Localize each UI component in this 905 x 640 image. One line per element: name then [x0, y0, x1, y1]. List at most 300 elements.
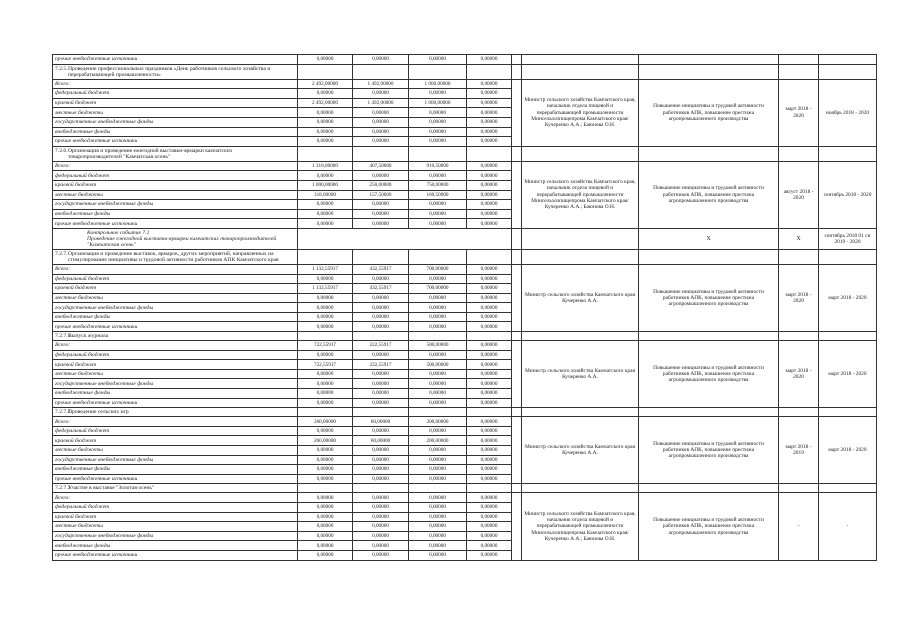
value-cell: 0,00000 [409, 137, 467, 147]
value-cell: 0,00000 [353, 493, 409, 503]
executor-cell: Министр сельского хозяйства Камчатского края Кучеренко А.А. [522, 341, 639, 408]
executor-cell: Министр сельского хозяйства Камчатского края, начальник отдела пищевой и перерабатывающей промышленности Минсельхозпищепрома Камчатского края/Кучеренко А.А.; Баюнова О.Н. [522, 79, 639, 146]
value-cell: 0,00000 [467, 446, 512, 456]
value-cell: 0,00000 [298, 274, 353, 284]
value-cell: 0,00000 [353, 312, 409, 322]
empty-cell [779, 64, 819, 79]
control-event-lead: Контрольное событие 7.1 [87, 229, 150, 236]
value-cell: 0,00000 [467, 137, 512, 147]
value-cell: 0,00000 [298, 209, 353, 219]
empty-cell [512, 484, 522, 493]
value-cell: 0,00000 [467, 341, 512, 351]
section-header-row [53, 484, 877, 493]
value-cell: 0,00000 [298, 455, 353, 465]
row-label: местные бюджеты [53, 446, 298, 456]
empty-cell [512, 264, 522, 331]
value-cell: 160,50000 [409, 190, 467, 200]
section-title: Организация и проведение ежегодной выставки-ярмарки камчатских товаропроизводителей "Камчатская осень" [68, 147, 233, 160]
value-cell: 0,00000 [467, 303, 512, 313]
value-cell: 0,00000 [467, 127, 512, 137]
value-cell: 0,00000 [353, 474, 409, 484]
value-cell: 0,00000 [298, 522, 353, 532]
value-cell: 0,00000 [353, 209, 409, 219]
value-cell: 0,00000 [353, 200, 409, 210]
value-cell: 222,55917 [353, 360, 409, 370]
value-cell: 0,00000 [409, 219, 467, 229]
row-label: прочие внебюджетные источники [53, 55, 298, 65]
value-cell: 0,00000 [467, 417, 512, 427]
value-cell: 0,00000 [298, 493, 353, 503]
section-header-row [53, 146, 877, 161]
value-cell: 0,00000 [298, 108, 353, 118]
row-label: Всего: [53, 161, 298, 171]
value-cell: 0,00000 [298, 89, 353, 99]
value-cell: 0,00000 [467, 117, 512, 127]
value-cell: 0,00000 [298, 137, 353, 147]
value-cell: 0,00000 [353, 369, 409, 379]
value-cell: 0,00000 [353, 137, 409, 147]
value-cell: 0,00000 [467, 219, 512, 229]
section-title: Участие в выставке "Золотая осень" [68, 485, 155, 492]
value-cell: 0,00000 [353, 550, 409, 560]
value-cell: 0,00000 [298, 219, 353, 229]
row-label: Всего: [53, 341, 298, 351]
empty-cell [512, 64, 522, 79]
value-cell: 0,00000 [353, 522, 409, 532]
section-title-cell [53, 484, 298, 493]
value-cell: 0,00000 [298, 312, 353, 322]
value-cell: 0,00000 [409, 493, 467, 503]
empty-cell [353, 408, 409, 417]
value-cell: 318,00000 [298, 190, 353, 200]
empty-cell [779, 332, 819, 341]
value-cell: 0,00000 [298, 117, 353, 127]
value-cell: 0,00000 [409, 446, 467, 456]
value-cell: 0,00000 [298, 200, 353, 210]
empty-cell [639, 332, 779, 341]
row-label: внебюджетные фонды [53, 127, 298, 137]
value-cell: 0,00000 [467, 79, 512, 89]
fact-date-cell: сентябрь 2018 - 2020 [819, 161, 877, 228]
value-cell: 0,00000 [409, 322, 467, 332]
value-cell: 0,00000 [409, 502, 467, 512]
value-cell: 0,00000 [409, 379, 467, 389]
section-code: 7.2.5. [55, 65, 68, 72]
row-label: краевой бюджет [53, 360, 298, 370]
empty-cell [819, 332, 877, 341]
value-cell: 0,00000 [409, 541, 467, 551]
value-cell: 0,00000 [467, 436, 512, 446]
empty-cell [512, 408, 522, 417]
empty-cell [522, 484, 639, 493]
value-cell: 0,00000 [467, 379, 512, 389]
value-cell: 500,00000 [409, 341, 467, 351]
value-cell: 0,00000 [409, 531, 467, 541]
value-cell: 700,00000 [409, 264, 467, 274]
value-cell: 0,00000 [467, 531, 512, 541]
value-cell: 0,00000 [298, 322, 353, 332]
empty-cell [353, 484, 409, 493]
value-cell: 432,55917 [353, 284, 409, 294]
empty-cell [353, 146, 409, 161]
value-cell: 0,00000 [353, 303, 409, 313]
empty-cell [298, 228, 512, 249]
row-label: прочие внебюджетные источники [53, 322, 298, 332]
row-label: местные бюджеты [53, 369, 298, 379]
value-cell: 0,00000 [298, 541, 353, 551]
result-cell: Повышение инициативы и трудовой активности работников АПК, повышение престижа агропромышленного производства [639, 79, 779, 146]
value-cell: 0,00000 [467, 89, 512, 99]
value-cell: 0,00000 [467, 209, 512, 219]
row-label: Всего: [53, 79, 298, 89]
value-cell: 0,00000 [409, 522, 467, 532]
value-cell: 407,50000 [353, 161, 409, 171]
value-cell: 700,00000 [409, 284, 467, 294]
empty-cell [639, 484, 779, 493]
row-label: государственные внебюджетные фонды [53, 379, 298, 389]
value-cell: 0,00000 [467, 502, 512, 512]
value-cell: 0,00000 [298, 369, 353, 379]
empty-cell [512, 417, 522, 484]
empty-cell [522, 249, 639, 264]
row-label: внебюджетные фонды [53, 312, 298, 322]
executor-cell: Министр сельского хозяйства Камчатского края, начальник отдела пищевой и перерабатывающей промышленности Минсельхозпищепрома Камчатского края/Кучеренко А.А.; Баюнова О.Н. [522, 161, 639, 228]
empty-cell [353, 64, 409, 79]
empty-cell [819, 249, 877, 264]
row-label: прочие внебюджетные источники [53, 137, 298, 147]
value-cell: 910,50000 [409, 161, 467, 171]
value-cell: 0,00000 [409, 171, 467, 181]
value-cell: 0,00000 [353, 426, 409, 436]
value-cell: 222,55917 [353, 341, 409, 351]
value-cell: 0,00000 [467, 369, 512, 379]
value-cell: 0,00000 [409, 117, 467, 127]
empty-cell [779, 249, 819, 264]
fact-date-cell: ноябрь 2018 - 2020 [819, 79, 877, 146]
table-row [53, 79, 877, 89]
value-cell: 0,00000 [353, 455, 409, 465]
result-cell: Повышение инициативы и трудовой активности работников АПК, повышение престижа агропромышленного производства [639, 493, 779, 560]
row-label: местные бюджеты [53, 522, 298, 532]
table-row [53, 55, 877, 65]
value-cell: 0,00000 [409, 474, 467, 484]
value-cell: 1 132,55917 [298, 284, 353, 294]
empty-cell [512, 146, 522, 161]
section-title: Проведение сельских игр [68, 409, 129, 416]
value-cell: 1 318,00000 [298, 161, 353, 171]
value-cell: 0,00000 [353, 398, 409, 408]
value-cell: 1 000,00000 [298, 180, 353, 190]
section-code: 7.2.6. [55, 147, 68, 154]
empty-cell [298, 332, 353, 341]
value-cell: 0,00000 [467, 541, 512, 551]
value-cell: 2 492,00000 [298, 98, 353, 108]
value-cell: 0,00000 [353, 531, 409, 541]
value-cell: 0,00000 [467, 284, 512, 294]
result-cell: Повышение инициативы и трудовой активности работников АПК, повышение престижа агропромышленного производства [639, 264, 779, 331]
value-cell: 200,00000 [409, 417, 467, 427]
value-cell: 0,00000 [409, 209, 467, 219]
section-title: Организация и проведение выставок, ярмарок, других мероприятий, направленных на стимулирование инициативы и трудовой активности работников АПК Камчатского края [68, 250, 279, 263]
value-cell: 0,00000 [409, 398, 467, 408]
row-label: государственные внебюджетные фонды [53, 200, 298, 210]
section-code: 7.2.7.3. [55, 485, 72, 492]
empty-cell [819, 408, 877, 417]
value-cell: 1 132,55917 [298, 264, 353, 274]
row-label: Всего: [53, 417, 298, 427]
empty-cell [298, 64, 353, 79]
value-cell: 0,00000 [409, 200, 467, 210]
value-cell: 722,55917 [298, 341, 353, 351]
value-cell: 0,00000 [409, 550, 467, 560]
value-cell: 0,00000 [467, 389, 512, 399]
value-cell: 0,00000 [409, 389, 467, 399]
section-header-row [53, 408, 877, 417]
value-cell: 0,00000 [298, 446, 353, 456]
value-cell: 0,00000 [409, 426, 467, 436]
empty-cell [512, 341, 522, 408]
section-title-cell [53, 249, 298, 264]
value-cell: 722,55917 [298, 360, 353, 370]
value-cell: 0,00000 [298, 465, 353, 475]
value-cell: 0,00000 [353, 117, 409, 127]
section-title-cell [53, 332, 298, 341]
value-cell: 260,00000 [298, 436, 353, 446]
row-label: федеральный бюджет [53, 89, 298, 99]
value-cell: 0,00000 [467, 180, 512, 190]
executor-cell: Министр сельского хозяйства Камчатского края, начальник отдела пищевой и перерабатывающей промышленности Минсельхозпищепрома Камчатского края/Кучеренко А.А.; Баюнова О.Н. [522, 493, 639, 560]
value-cell: 0,00000 [353, 541, 409, 551]
row-label: государственные внебюджетные фонды [53, 117, 298, 127]
empty-cell [409, 146, 467, 161]
value-cell: 0,00000 [467, 190, 512, 200]
value-cell: 0,00000 [467, 493, 512, 503]
value-cell: 0,00000 [298, 389, 353, 399]
control-event-row [53, 228, 877, 249]
fact-date-cell: март 2018 - 2020 [819, 417, 877, 484]
value-cell: 0,00000 [298, 502, 353, 512]
empty-cell [819, 55, 877, 65]
plan-date-cell: август 2018 - 2020 [779, 161, 819, 228]
section-code: 7.2.7. [55, 250, 68, 257]
value-cell: 0,00000 [467, 455, 512, 465]
row-label: прочие внебюджетные источники [53, 474, 298, 484]
empty-cell [298, 484, 353, 493]
plan-date-cell: март 2018 - 2019 [779, 417, 819, 484]
row-label: прочие внебюджетные источники [53, 219, 298, 229]
empty-cell [522, 408, 639, 417]
row-label: внебюджетные фонды [53, 389, 298, 399]
value-cell: 250,00000 [353, 180, 409, 190]
value-cell: 0,00000 [353, 446, 409, 456]
row-label: краевой бюджет [53, 284, 298, 294]
value-cell: 0,00000 [409, 127, 467, 137]
value-cell: 0,00000 [298, 293, 353, 303]
value-cell: 260,00000 [298, 417, 353, 427]
value-cell: 0,00000 [467, 293, 512, 303]
value-cell: 0,00000 [353, 274, 409, 284]
value-cell: 0,00000 [409, 274, 467, 284]
table-row [53, 417, 877, 427]
empty-cell [467, 64, 512, 79]
value-cell: 0,00000 [409, 350, 467, 360]
value-cell: 0,00000 [298, 550, 353, 560]
value-cell: 0,00000 [353, 219, 409, 229]
value-cell: 0,00000 [298, 512, 353, 522]
section-title-cell [53, 64, 298, 79]
empty-cell [298, 146, 353, 161]
value-cell: 0,00000 [467, 360, 512, 370]
value-cell: 1 492,00000 [353, 79, 409, 89]
empty-cell [779, 484, 819, 493]
value-cell: 0,00000 [467, 264, 512, 274]
program-table [52, 54, 877, 561]
value-cell: 0,00000 [467, 200, 512, 210]
section-code: 7.2.7.1. [55, 333, 72, 340]
value-cell: 1 000,00000 [409, 79, 467, 89]
value-cell: 0,00000 [467, 98, 512, 108]
value-cell: 0,00000 [298, 474, 353, 484]
empty-cell [639, 408, 779, 417]
empty-cell [819, 64, 877, 79]
value-cell: 0,00000 [353, 512, 409, 522]
row-label: федеральный бюджет [53, 426, 298, 436]
value-cell: 0,00000 [353, 350, 409, 360]
section-header-row [53, 249, 877, 264]
section-header-row [53, 64, 877, 79]
event-date-cell: сентябрь 2018 01 сн 2019 - 2020 [819, 228, 877, 249]
empty-cell [522, 228, 639, 249]
empty-cell [353, 332, 409, 341]
row-label: Всего: [53, 493, 298, 503]
value-cell: 0,00000 [467, 398, 512, 408]
value-cell: 0,00000 [467, 465, 512, 475]
result-cell: Повышение инициативы и трудовой активности работников АПК, повышение престижа агропромышленного производства [639, 161, 779, 228]
value-cell: 0,00000 [409, 303, 467, 313]
control-event-title: Проведение ежегодной выставки-ярмарки камчатских товаропроизводителей "Камчатская осень" [87, 235, 277, 248]
value-cell: 750,00000 [409, 180, 467, 190]
value-cell: 0,00000 [353, 322, 409, 332]
value-cell: 0,00000 [298, 171, 353, 181]
empty-cell [639, 64, 779, 79]
table-row [53, 264, 877, 274]
empty-cell [819, 484, 877, 493]
x-mark: X [779, 228, 819, 249]
plan-date-cell: март 2018 - 2020 [779, 341, 819, 408]
empty-cell [409, 484, 467, 493]
empty-cell [467, 332, 512, 341]
value-cell: 0,00000 [409, 512, 467, 522]
empty-cell [298, 249, 353, 264]
fact-date-cell: март 2018 - 2020 [819, 341, 877, 408]
empty-cell [298, 408, 353, 417]
value-cell: 0,00000 [298, 303, 353, 313]
result-cell: Повышение инициативы и трудовой активности работников АПК, повышение престижа агропромышленного производства [639, 417, 779, 484]
empty-cell [467, 146, 512, 161]
value-cell: 0,00000 [353, 89, 409, 99]
value-cell: 0,00000 [409, 55, 467, 65]
section-title-cell [53, 146, 298, 161]
empty-cell [512, 228, 522, 249]
plan-date-cell: март 2018 - 2020 [779, 264, 819, 331]
empty-cell [512, 161, 522, 228]
value-cell: 0,00000 [409, 465, 467, 475]
value-cell: 0,00000 [409, 293, 467, 303]
value-cell: 0,00000 [353, 108, 409, 118]
value-cell: 0,00000 [409, 369, 467, 379]
value-cell: 200,00000 [409, 436, 467, 446]
result-cell: Повышение инициативы и трудовой активности работников АПК, повышение престижа агропромышленного производства [639, 341, 779, 408]
value-cell: 0,00000 [409, 89, 467, 99]
empty-cell [409, 249, 467, 264]
row-label: краевой бюджет [53, 512, 298, 522]
row-label: краевой бюджет [53, 436, 298, 446]
value-cell: 0,00000 [467, 522, 512, 532]
empty-cell [512, 493, 522, 560]
empty-cell [779, 146, 819, 161]
section-title-cell [53, 408, 298, 417]
value-cell: 60,00000 [353, 436, 409, 446]
value-cell: 60,00000 [353, 417, 409, 427]
table-row [53, 341, 877, 351]
value-cell: 0,00000 [298, 379, 353, 389]
empty-cell [639, 249, 779, 264]
fact-date-cell: - [819, 493, 877, 560]
x-mark: X [639, 228, 779, 249]
row-label: государственные внебюджетные фонды [53, 531, 298, 541]
value-cell: 0,00000 [467, 55, 512, 65]
value-cell: 0,00000 [353, 502, 409, 512]
plan-date-cell: - [779, 493, 819, 560]
value-cell: 0,00000 [467, 312, 512, 322]
row-label: местные бюджеты [53, 108, 298, 118]
value-cell: 0,00000 [298, 127, 353, 137]
value-cell: 0,00000 [467, 161, 512, 171]
value-cell: 0,00000 [409, 312, 467, 322]
value-cell: 0,00000 [353, 127, 409, 137]
executor-cell: Министр сельского хозяйства Камчатского края Кучеренко А.А. [522, 264, 639, 331]
plan-date-cell: март 2018 - 2020 [779, 79, 819, 146]
empty-cell [467, 249, 512, 264]
empty-cell [779, 55, 819, 65]
empty-cell [639, 55, 779, 65]
row-label: местные бюджеты [53, 190, 298, 200]
row-label: внебюджетные фонды [53, 209, 298, 219]
value-cell: 0,00000 [409, 108, 467, 118]
value-cell: 0,00000 [353, 293, 409, 303]
value-cell: 0,00000 [298, 350, 353, 360]
empty-cell [353, 249, 409, 264]
value-cell: 0,00000 [467, 350, 512, 360]
empty-cell [819, 146, 877, 161]
value-cell: 157,50000 [353, 190, 409, 200]
value-cell: 0,00000 [467, 171, 512, 181]
empty-cell [639, 146, 779, 161]
value-cell: 0,00000 [298, 398, 353, 408]
row-label: федеральный бюджет [53, 350, 298, 360]
value-cell: 0,00000 [467, 322, 512, 332]
value-cell: 0,00000 [353, 171, 409, 181]
empty-cell [409, 332, 467, 341]
value-cell: 0,00000 [353, 389, 409, 399]
value-cell: 1 492,00000 [353, 98, 409, 108]
empty-cell [522, 146, 639, 161]
table-row [53, 493, 877, 503]
value-cell: 0,00000 [353, 465, 409, 475]
control-event-cell [53, 228, 298, 249]
empty-cell [522, 332, 639, 341]
value-cell: 0,00000 [467, 426, 512, 436]
